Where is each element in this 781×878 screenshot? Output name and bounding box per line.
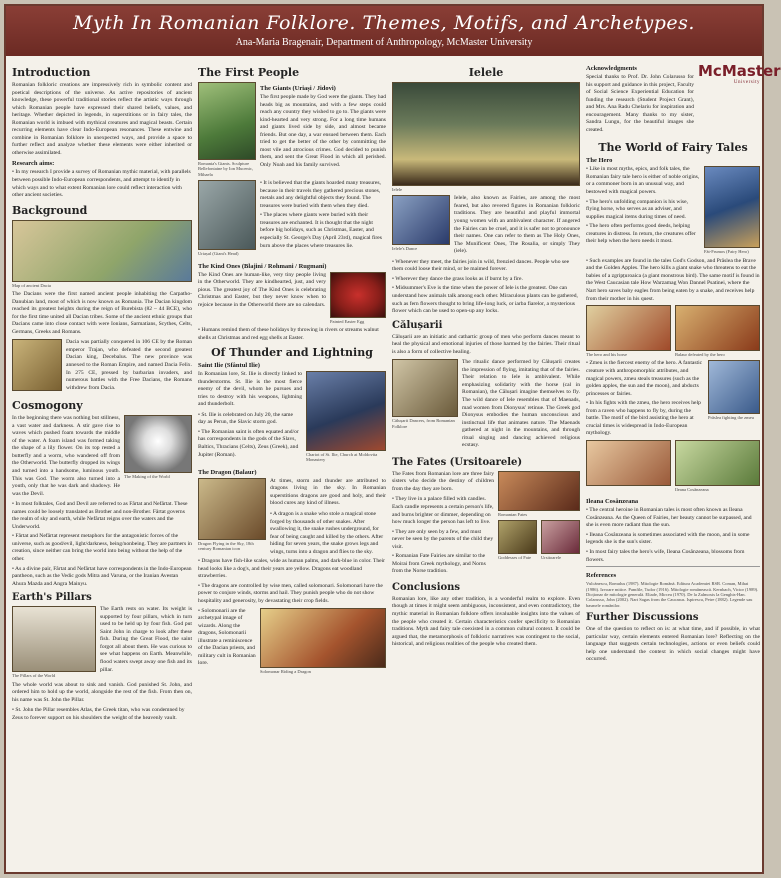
giants-bullet-1: • It is believed that the giants hoarded many treasures, because in their travels they gathered precious stones, metals and any delightful objects they found. The treasures were buried with them when they died.: [260, 180, 381, 209]
university-logo: [698, 62, 781, 133]
hero-bullet-5: • Zmeu is the fiercest enemy of the hero. A fantastic creature with anthropomorphic attributes, and magical powers, zmeu steals treasures (such as the golden apples, the sun and the moon), and abducts princesses or fairies.: [586, 360, 703, 397]
ileana-subheading: Ileana Cosânzeana: [586, 498, 639, 506]
fates-bullet-1: • They live in a palace filled with candles. Each candle represents a certain person's life, and burns brighter or dimmer, depending on how much longer the person has left to live.: [392, 496, 494, 526]
giants-caption: Romania's Giants. Sculpture Bellefontaine by Ion Mucenic, Mihaela: [198, 161, 253, 177]
ack-text: Special thanks to Prof. Dr. John Colarusso for his support and guidance in this project, Faculty of Social Science Experiential Education for funding the research (Student Project Grant), and Mrs. Ana Radu Chelariu for inspiration and encouragement. Many thanks to my sister, Sandra Lungu, for the beautiful images she created.: [586, 74, 694, 133]
elijah-bullet-2: • The Romanian saint is often equated and/or has correspondents in the gods of the Slavs, Baltics, Thracians (Celts), Zeus (Greek), and Jupiter (Roman).: [198, 428, 299, 458]
romanian-fates-image: [498, 471, 580, 511]
dragon-subheading: The Dragon (Balaur): [198, 468, 257, 476]
ielele-text: Ielele, also known as Fairies, are among the most feared, but also revered figures in Romanian folkloric traditions. They are beautiful and playful immortal young women with an ambivalent character. If angered the Fairies can be cruel, and it is safer not to pronounce their names. One can refer to them as The Holy Ones, The Munificent Ones, The Rosalia, or simply They (iele).: [454, 195, 580, 255]
further-heading: Further Discussions: [586, 612, 699, 624]
background-text-2: Dacia was partially conquered in 106 CE by the Roman emperor Trajan, who defeated the second greatest Dacian king, Decebalus. The new province was annexed to the Roman Empire, and named Dacia Felix. In 275 CE, pressed by barbarian invaders, and numerous battles with the Free Dacians, the Romans withdrew from Dacia.: [66, 339, 192, 391]
dragon-bullet-4: • Solomonarii are the archetypal image of wizards. Along the dragons, Solomonarii illustrate a reminiscence of the Dacian priests, and military cult in Romanian lore.: [198, 607, 256, 667]
hero-bullet-2: • The hero's unfolding companion is his wise, flying horse, who serves as an adviser, and supplies magical items during times of need.: [586, 198, 688, 220]
ack-heading: Acknowledgments: [586, 65, 637, 72]
ileana-bullet-2: • Ileana Cosânzeana is sometimes associated with the moon, and in some legends she is the sun's sister.: [586, 531, 750, 546]
hero-caption-4: Prâslea fighting the zmeu: [708, 415, 754, 421]
pillars-bullet-1: • St. John the Pillar resembles Atlas, the Greek titan, who was condemned by Zeus to forever support on his shoulders the weight of the heavenly vault.: [12, 707, 185, 721]
references-heading: References: [586, 572, 617, 580]
elijah-subheading: Saint Ilie (Sfântul Ilie): [198, 362, 260, 370]
hero-caption: Făt-Frumos (Fairy Hero): [704, 249, 749, 255]
cosmogony-text: In the beginning there was nothing but stillness, a vast water and darkness. A stir gave rise to waves which pushed foam towards the middle of the water. A foam island was formed taking the shape of a lily flower. On its top rested a butterfly and a worm, who wandered off from the Otherworld. The butterfly dropped its wings and turned into a handsome, luminous youth. This was God. The worm also turned into a youth, only that he was dark and shadowy. He was the Devil.: [12, 415, 120, 497]
conclusions-text: Romanian lore, like any other tradition, is a wonderful realm to explore. Even though at times it might seem ambiguous, inconsistent, and even contradictory, the mythic material in Romanian folklore offers invaluable insights into the values of the people who created it. Certain characteristics confer specificity to Romanian traditions. Myth and fairy tale coexisted in a common cultural context. It could be argued that, the metamorphosis of folkloric narratives was contingent to the social, historical, and religious realities of the people who created them.: [392, 595, 580, 648]
ursitoarele-image: [541, 520, 580, 554]
ielele-bullet-3: • Midsummer's Eve is the time when the power of Iele is the greatest. One can understand how animals talk among each other. Miraculous plants can be gathered, such as fern flowers thought to bring life-long luck, or iarba fiarelor, a mysterious flower which can be used to open-up any locks.: [392, 285, 578, 315]
solomonar-image: [260, 608, 386, 668]
column-1: [12, 62, 192, 872]
balaur-image: [675, 305, 760, 351]
giants-bullet-2: • The places where giants were buried with their treasures are enchanted. It is thought that the night before big holidays, such as Christmas, Easter, and especially St. George's Day (April 23rd), magical fires burn above the places where treasures lie.: [260, 212, 382, 249]
kind-ones-subheading: The Kind Ones (Blajini / Rohmani / Rugmani): [198, 262, 327, 270]
dragon-bullet-3: • The dragons are controlled by wise men, called solomonari. Solomonari have the power to conjure winds, storms and hail. They punish people who do not show hospitality and generosity, by devastating their crop fields.: [198, 582, 383, 605]
ielele-image: [392, 82, 580, 186]
easter-egg-image: [330, 272, 386, 318]
dragon-caption-2: Solomonar Riding a Dragon: [260, 668, 311, 674]
cosmogony-bullet-1: • In most folktales, God and Devil are referred to as Fârtat and Nefârtat. These names could be loosely translated as Brother and non-Brother. Fârtat governs the realm of sky and earth, while Nefârtat reigns over the waters and the Underworld.: [12, 501, 188, 530]
giants-image: [198, 82, 256, 160]
calusari-heading: Călușarii: [392, 319, 443, 331]
pillars-image: [12, 606, 96, 672]
further-text: One of the question to reflect on is: at what time, and if possible, in what particular way, certain elements entered Romanian lore? Reflecting on the language that suggests certain technologies, actions or even beliefs could help one understand the context in which social changes might have occurred.: [586, 626, 760, 663]
st-ilie-image: [306, 371, 386, 451]
dacia-map-image: [12, 220, 192, 282]
logo-name: McMaster: [698, 62, 781, 80]
ielele-heading: Ielele: [468, 66, 504, 79]
dragon-bullet-2: • Dragons have fish-like scales, wide as human palms, and dark-blue in color. Their head looks like a dog's, and their years are yellow. Dragons eat woodland strawberries.: [198, 558, 386, 580]
logo-subtitle: University: [733, 80, 760, 85]
pillars-text-2: The whole world was about to sink and vanish. God punished St. John, and ordered him to hold up the world, alongside the rest of the fish. From then on, his name was St. John the Pillar.: [12, 681, 192, 703]
hero-caption-2: The hero and his horse: [586, 352, 627, 358]
ileana-bullet-1: • The central heroine in Romanian tales is most often known as Ileana Cosânzeana. As the Queen of Fairies, her beauty cannot be surpassed, and she is even more radiant than the sun.: [586, 507, 752, 529]
dragon-caption: Dragon Flying in the Sky, 18th century Romanian icon: [198, 540, 254, 552]
fates-heading: The Fates (Ursitoarele): [392, 456, 523, 468]
fates-caption-3: Ursitoarele: [541, 555, 561, 561]
column-2: [198, 62, 386, 872]
background-caption: Map of ancient Dacia: [12, 282, 51, 288]
research-heading: Research aims:: [12, 160, 55, 168]
ielele-caption: Ielele: [392, 187, 402, 192]
ileana-image-1: [586, 440, 671, 486]
hero-bullet-6: • In his fights with the zmeu, the hero receives help from a raven who happens to fly by, during the battle. The motif of the bird assisting the hero at crucial times is widespread in Indo-European mythology.: [586, 400, 701, 437]
fates-bullet-3: • Romanian Fate Fairies are similar to the Moirai from Greek mythology, and Norns from the Norse tradition.: [392, 553, 486, 575]
intro-text: Romanian folkloric creations are impressively rich in symbolic content and poetical descriptions of the universe. As active repositories of ancient knowledge, these powerful traditional stories reflect the artistic ways through which Romanian people have expressed their shared beliefs, values, and heritage. Whether depicted in legends, in superstitions or in fairy tales, the Romanian world is imbued with mythical creatures and magical beasts. Certain recurring elements have clear Indo-European resonances. These entwine and combine in Romanian folklore in unexpected ways, and provide a space to further reflect and analyze whether these elements were either inherited or otherwise assimilated.: [12, 82, 192, 156]
pillars-text: The Earth rests on water. Its weight is supported by four pillars, which in turn used to be held up by four fish. God put Saint John in charge to look after these fish. During the Great Flood, the saint forgot all about them. He was curious to see what happens on Earth. Meanwhile, flood waters swept away one fish and its pillar.: [100, 606, 192, 673]
elijah-bullet-1: • St. Ilie is celebrated on July 20, the same day as Perun, the Slavic storm god.: [198, 411, 294, 426]
thunder-heading: Of Thunder and Lightning: [211, 346, 373, 360]
hero-horse-image: [586, 305, 671, 351]
column-3: [392, 62, 580, 872]
background-text: The Dacians were the first named ancient people inhabiting the Carpatho-Danubian land, most of which is now known as Romania. The Dacian kingdom reached its greatest heights during the reign of Burebista (82 – 44 BCE), who for the first time united all Dacian tribes. Some of the ancient ethnic groups that Dacians came into close contact with were Ionians, Sarmatians, Scythes, Celts, Germans, Greeks and Romans.: [12, 291, 192, 335]
fairy-tales-heading: The World of Fairy Tales: [598, 141, 748, 155]
column-4: [586, 62, 781, 872]
ileana-bullet-3: • In most fairy tales the hero's wife, Ileana Cosânzeana, blossoms from flowers.: [586, 549, 745, 563]
conclusions-heading: Conclusions: [392, 581, 461, 593]
ileana-image-2: [675, 440, 760, 486]
trajan-coin-image: [12, 339, 62, 391]
goddesses-of-fate-image: [498, 520, 537, 554]
calusari-text: Călușarii are an initiatic and cathartic group of men who perform dances meant to heal the physical and emotional injuries of those harmed by the fairies. Their ritual is also a form of collective healing.: [392, 333, 580, 355]
giants-subheading: The Giants (Uriași / Jidovi): [260, 85, 336, 92]
intro-heading: Introduction: [12, 66, 91, 79]
fates-text: The Fates from Romanian lore are three fairy sisters who decide the destiny of children from the day they are born.: [392, 470, 494, 492]
background-heading: Background: [12, 203, 88, 217]
references-section: [586, 566, 760, 608]
elijah-text: In Romanian lore, St. Ilie is directly linked to thunderstorms. St. Ilie is the most fierce enemy of the devil, whom he pursues and tries to destroy with his weapons, lightning and thunderbolt.: [198, 371, 302, 408]
kind-ones-bullet-1: • Humans remind them of these holidays by throwing in rivers or streams walnut shells at Christmas and red egg shells at Easter.: [198, 326, 379, 341]
zmeu-image: [708, 360, 760, 414]
references-text: Vulcănescu, Romulus (1987). Mitologie Română. Editura Academiei RSR. Coman, Mihai (1986). Izvoare mitice. Pamfile, Tudor (1916). Mitologie românească. Kernbach, Victor (1989). Dicționar de mitologie generală. Eliade, Mircea (1970). De la Zalmoxis la Genghis-Han. Colarusso, John (2002). Nart Sagas from the Caucasus. Ispirescu, Petre (1882). Legende sau basmele românilor.: [586, 581, 759, 608]
pillars-heading: Earth's Pillars: [12, 592, 92, 604]
fat-frumos-image: [704, 166, 760, 248]
fates-caption: Romanian Fates: [498, 511, 528, 517]
dragon-text: At times, storm and thunder are attributed to dragons living in the sky. In Romanian superstitions dragons are good and holy, and their blood cures any kind of illness.: [270, 477, 386, 507]
pillars-caption: The Pillars of the World: [12, 673, 56, 679]
first-people-heading: The First People: [198, 66, 300, 79]
hero-bullet-3: • The hero often performs good deeds, helping creatures in distress. In return, the creatures offer their help when the hero needs it most.: [586, 223, 696, 245]
hero-subheading: The Hero: [586, 157, 613, 165]
ielele-caption-2: Ielele's Dance: [392, 246, 418, 252]
hero-bullet-1: • Like in most myths, epics, and folk tales, the Romanian fairy tale hero is either of noble origins, or a commoner born in an unusual way, and bestowed with magical powers.: [586, 166, 700, 196]
cosmogony-heading: Cosmogony: [12, 399, 83, 413]
hero-bullet-4: • Such examples are found in the tales God's Godson, and Prâslea the Brave and the Golden Apples. The hero kills a giant snake who threatens to eat the babies of a zgripțuroaica (a giant monstrous bird). The same motif is found in the West Caucasian tale How Warzamag Won Dannel Psatinei, where the Nart hero saves baby eagles from being eaten by a snake, and receives help from their mother in his quest.: [586, 257, 760, 302]
kind-ones-caption: Painted Easter Egg: [330, 318, 365, 324]
ielele-bullet-1: • Whenever they meet, the fairies join in wild, frenzied dances. People who see them could loose their mind, or be maimed forever.: [392, 258, 570, 273]
kind-ones-text: The Kind Ones are human-like, very tiny people living in the Otherworld. They are kindhearted, just, and very pious. The greatest joy of The Kind Ones is celebrating Christmas and Easter, but they never know when to rejoice because in the Otherworld there are no calendars.: [198, 271, 326, 308]
ielele-bullet-2: • Wherever they dance the grass looks as if burnt by a fire.: [392, 275, 523, 282]
ileana-caption: Ileana Cosânzeana: [675, 486, 709, 492]
fates-bullet-2: • They are only seen by a few, and must never be seen by the parents of the child they visit.: [392, 528, 494, 550]
poster-header: [6, 6, 762, 56]
elijah-caption: Chariot of St. Ilie, Church at Moldovita Monastery: [306, 452, 378, 463]
giants-caption-2: Uriașul (Giant's Head): [198, 251, 239, 257]
giants-text: The first people made by God were the giants. They had heads big as mountains, and with a few steps could reach any country they wished to go to. The giants were kind-hearted and very strong. For a long time humans and giants lived side by side, and almost became friends. But one day, a war ensued between them. Each tried to get the better of the other by committing the most vile and atrocious crimes. God decided to punish them, and sent the Great Flood in which all perished. Only Noah and his family survived.: [260, 94, 386, 168]
poster: [4, 4, 781, 874]
calusari-caption: Călușarii Dancers, from Romanian Folklore: [392, 418, 455, 429]
fates-caption-2: Goddesses of Fate: [498, 555, 531, 561]
poster-title: Myth In Romanian Folklore. Themes, Motifs, and Archetypes.: [73, 12, 695, 34]
butterfly-image: [124, 415, 192, 473]
cosmogony-bullet-3: • As a divine pair, Fârtat and Nefârtat have correspondents in the Indo-European pantheon, such as the Vedic gods Mitra and Varuna, or the Iranian Avestan Ahura Mazda and Angra Mainyu.: [12, 565, 192, 587]
calusari-image: [392, 359, 458, 417]
poster-authors: Ana-Maria Bragenair, Department of Anthropology, McMaster University: [235, 37, 533, 48]
calusari-text-2: The ritualic dance performed by Călușarii creates the impression of flying, imitating that of the fairies. Their relation to Iele is ambivalent. While emphasizing solidarity with the horse (cal in Romanian), the Călușari imagine themselves to fly. The wild dance of Iele resembles that of Maenads, mad women from Dionysus' retinue. The Greek god Dionysus embodies the human unconscious and instinctual life that animates nature. The Maenads gathered at night in the mountains, and through ritual singing and dancing achieved religious ecstasy.: [462, 359, 580, 449]
dragon-image: [198, 478, 266, 540]
dragon-bullet-1: • A dragon is a snake who stole a magical stone forged by thousands of other snakes. After swallowing it, the snake rushes underground, for fear of being caught and killed by the others. After hiding for seven years, the snake grows legs and wings, turns into a dragon and flies to the sky.: [270, 511, 384, 555]
ielele-dance-image: [392, 195, 450, 245]
giant-head-image: [198, 180, 256, 250]
hero-caption-3: Balaur defeated by the hero: [675, 352, 725, 358]
research-text: • In my research I provide a survey of Romanian mythic material, with parallels between possible Indo-European correspondents, and attempt to identify in which ways and to what extent Romanian lore could reflect interaction with other ancient societies.: [12, 169, 191, 199]
cosmogony-caption: The Making of the World: [124, 474, 170, 480]
cosmogony-bullet-2: • Fârtat and Nefârtat represent metaphors for the antagonistic forces of the universe, such as good/evil, light/darkness, being/nonbeing. They are partners in creation, since neither can bring the world into being without the help of the other.: [12, 533, 192, 562]
